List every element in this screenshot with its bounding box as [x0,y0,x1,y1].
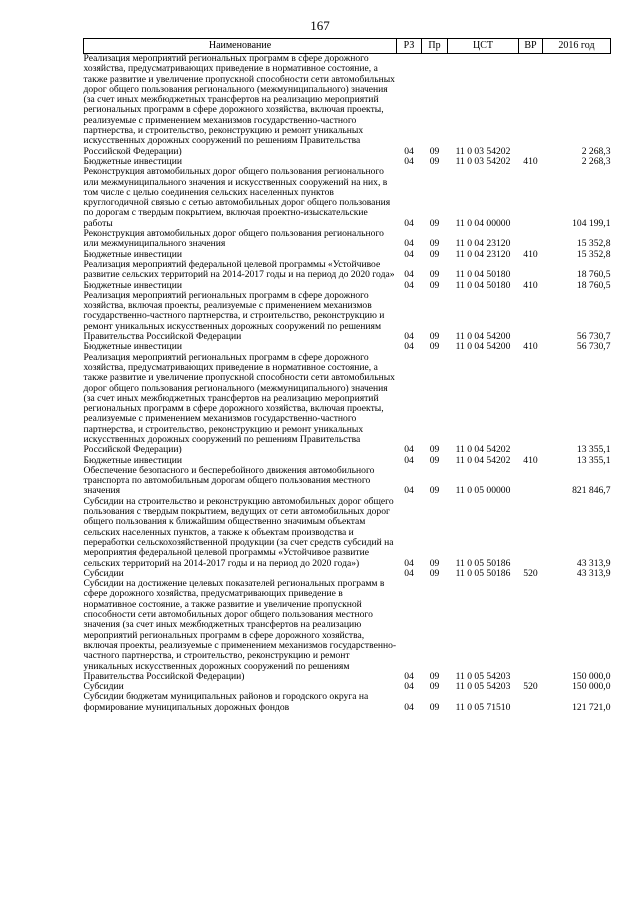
row-vr: 410 [523,248,538,260]
table-body [84,54,611,714]
row-rz: 04 [404,155,414,167]
row-cst: 11 0 05 54203 [455,681,511,693]
row-amount: 56 730,7 [576,331,611,343]
row-cst: 11 0 04 23120 [455,248,511,260]
row-name: Бюджетные инвестиции [83,279,182,291]
row-name: Реализация мероприятий федеральной целевой программы «Устойчивое развитие сельских территорий на 2014-2017 годы и на период до 2020 года» [83,258,395,281]
row-rz: 04 [404,341,414,353]
row-rz: 04 [404,557,414,569]
row-cst: 11 0 03 54202 [455,155,511,167]
row-rz: 04 [404,238,414,250]
table-row [84,466,611,497]
row-cst: 11 0 04 54202 [455,454,511,466]
row-cst: 11 0 05 50186 [455,557,511,569]
row-cst: 11 0 05 71510 [455,701,511,713]
row-rz: 04 [404,248,414,260]
row-rz: 04 [404,269,414,281]
row-cst: 11 0 03 54202 [455,145,511,157]
row-pr: 09 [429,269,440,281]
row-name: Субсидии [83,567,124,579]
row-vr [519,167,543,229]
row-cst: 11 0 04 54200 [455,341,511,353]
row-pr: 09 [429,454,440,466]
row-vr [519,579,543,682]
row-cst: 11 0 04 54200 [455,331,511,343]
row-amount: 821 846,7 [572,485,611,497]
row-amount: 15 352,8 [576,248,611,260]
row-rz: 04 [404,485,414,497]
row-rz: 04 [404,567,414,579]
row-vr: 520 [523,681,538,693]
row-vr: 410 [523,155,538,167]
column-header-name: Наименование [84,39,397,54]
row-vr [519,54,543,157]
row-name: Бюджетные инвестиции [83,341,182,353]
column-header-pr: Пр [422,39,448,54]
row-cst: 11 0 05 50186 [455,567,511,579]
row-vr: 520 [523,567,538,579]
column-header-vr: ВР [519,39,543,54]
row-vr: 410 [523,341,538,353]
row-vr [519,260,543,281]
row-rz: 04 [404,331,414,343]
row-rz: 04 [404,145,414,157]
column-header-rz: РЗ [397,39,422,54]
row-amount: 150 000,0 [572,670,611,682]
row-amount: 18 760,5 [576,279,611,291]
row-name: Субсидии на достижение целевых показателей региональных программ в сфере дорожного хозяйства, предусматривающих приведение в нормативное состояние, а также развитие и увеличение пропускной способности сети автомобильных дорог общего пользования местного значения (за счет иных межбюджетных трансфертов на реализацию мероприятий региональных программ в сфере дорожного хозяйства, включая проекты, реализуемые с применением механизмов государственно-частного партнерства, и строительство, реконструкцию и ремонт уникальных искусственных дорожных сооружений по решениям Правительства Российской Федерации) [83,578,397,682]
table-row [84,353,611,456]
row-cst: 11 0 04 54202 [455,444,511,456]
row-pr: 09 [429,155,440,167]
row-pr: 09 [429,341,440,353]
table-row [84,260,611,281]
row-name: Реализация мероприятий региональных программ в сфере дорожного хозяйства, включая проекты, реализуемые с применением механизмов государственно-частного партнерства, и строительство, реконструкцию и ремонт уникальных искусственных дорожных сооружений по решениям Правительства Российской Федерации [83,289,385,343]
row-rz: 04 [404,279,414,291]
row-pr: 09 [429,557,440,569]
row-pr: 09 [429,681,440,693]
row-cst: 11 0 04 50180 [455,279,511,291]
row-name: Бюджетные инвестиции [83,454,182,466]
row-name: Обеспечение безопасного и бесперебойного движения автомобильного транспорта по автомобильным дорогам общего пользования местного значения [83,464,375,497]
row-pr: 09 [429,217,440,229]
row-name: Субсидии [83,681,124,693]
row-amount: 43 313,9 [576,557,611,569]
row-rz: 04 [404,454,414,466]
row-vr: 410 [523,454,538,466]
row-cst: 11 0 05 00000 [455,485,511,497]
row-pr: 09 [429,145,440,157]
row-amount: 43 313,9 [576,567,611,579]
row-pr: 09 [429,701,440,713]
table-row [84,54,611,157]
row-pr: 09 [429,567,440,579]
row-name: Реконструкция автомобильных дорог общего пользования регионального или межмуниципального значения и искусственных сооружений на них, в том числе с целью соединения сельских населенных пунктов круглогодичной связью с сетью автомобильных дорог общего пользования по дорогам с твердым покрытием, включая проектно-изыскательские работы [83,166,391,229]
row-cst: 11 0 05 54203 [455,670,511,682]
budget-table [83,38,611,713]
table-row [84,579,611,682]
row-cst: 11 0 04 23120 [455,238,511,250]
row-name: Реализация мероприятий региональных программ в сфере дорожного хозяйства, предусматривающих приведение в нормативное состояние, а также развитие и увеличение пропускной способности сети автомобильных дорог общего пользования регионального (межмуниципального) значения (за счет иных межбюджетных трансфертов на реализацию мероприятий региональных программ в сфере дорожного хозяйства, включая проекты, реализуемые с применением механизмов государственно-частного партнерства, и строительство, реконструкцию и ремонт уникальных искусственных дорожных сооружений по решениям Правительства Российской Федерации) [83,351,395,456]
row-name: Реконструкция автомобильных дорог общего пользования регионального или межмуниципального значения [83,228,384,250]
row-amount: 56 730,7 [576,341,611,353]
row-cst: 11 0 04 50180 [455,269,511,281]
row-pr: 09 [429,444,440,456]
row-pr: 09 [429,279,440,291]
row-rz: 04 [404,681,414,693]
row-rz: 04 [404,701,414,713]
row-amount: 2 268,3 [581,155,611,167]
row-pr: 09 [429,670,440,682]
column-header-amount: 2016 год [543,39,611,54]
row-amount: 13 355,1 [576,454,611,466]
table-row [84,497,611,569]
row-name: Бюджетные инвестиции [83,155,182,167]
row-pr: 09 [429,331,440,343]
row-vr [519,466,543,497]
row-vr [519,291,543,342]
row-name: Субсидии на строительство и реконструкцию автомобильных дорог общего пользования с твердым покрытием, ведущих от сети автомобильных дорог общего пользования к ближайшим общественно значимым объектам сельских населенных пунктов, а также к объектам производства и переработки сельскохозяйственной продукции (за счет средств субсидий на мероприятия федеральной целевой программы «Устойчивое развитие сельских территорий на 2014-2017 годы и на период до 2020 года») [83,495,394,569]
row-amount: 121 721,0 [572,701,611,713]
column-header-cst: ЦСТ [448,39,519,54]
row-amount: 18 760,5 [576,269,611,281]
row-amount: 15 352,8 [576,238,611,250]
table-header-row [84,39,611,54]
row-name: Реализация мероприятий региональных программ в сфере дорожного хозяйства, предусматривающих приведение в нормативное состояние, а также развитие и увеличение пропускной способности сети автомобильных дорог общего пользования регионального (межмуниципального) значения (за счет иных межбюджетных трансфертов на реализацию мероприятий региональных программ в сфере дорожного хозяйства, включая проекты, реализуемые с применением механизмов государственно-частного партнерства, и строительство, реконструкцию и ремонт уникальных искусственных дорожных сооружений по решениям Правительства Российской Федерации) [83,53,395,157]
row-name: Бюджетные инвестиции [83,248,182,260]
page-number: 167 [310,18,330,33]
row-amount: 104 199,1 [572,217,611,229]
table-row [84,167,611,229]
row-amount: 13 355,1 [576,444,611,456]
table-row [84,291,611,342]
row-amount: 150 000,0 [572,681,611,693]
row-amount: 2 268,3 [581,145,611,157]
row-vr: 410 [523,279,538,291]
row-rz: 04 [404,444,414,456]
row-rz: 04 [404,670,414,682]
table-row [84,692,611,713]
row-pr: 09 [429,238,440,250]
row-cst: 11 0 04 00000 [455,217,511,229]
table-row [84,229,611,250]
row-vr [519,497,543,569]
row-pr: 09 [429,248,440,260]
row-name: Субсидии бюджетам муниципальных районов и городского округа на формирование муниципальных дорожных фондов [83,691,369,713]
row-rz: 04 [404,217,414,229]
row-vr [519,353,543,456]
row-vr [519,692,543,713]
row-vr [519,229,543,250]
row-pr: 09 [429,485,440,497]
